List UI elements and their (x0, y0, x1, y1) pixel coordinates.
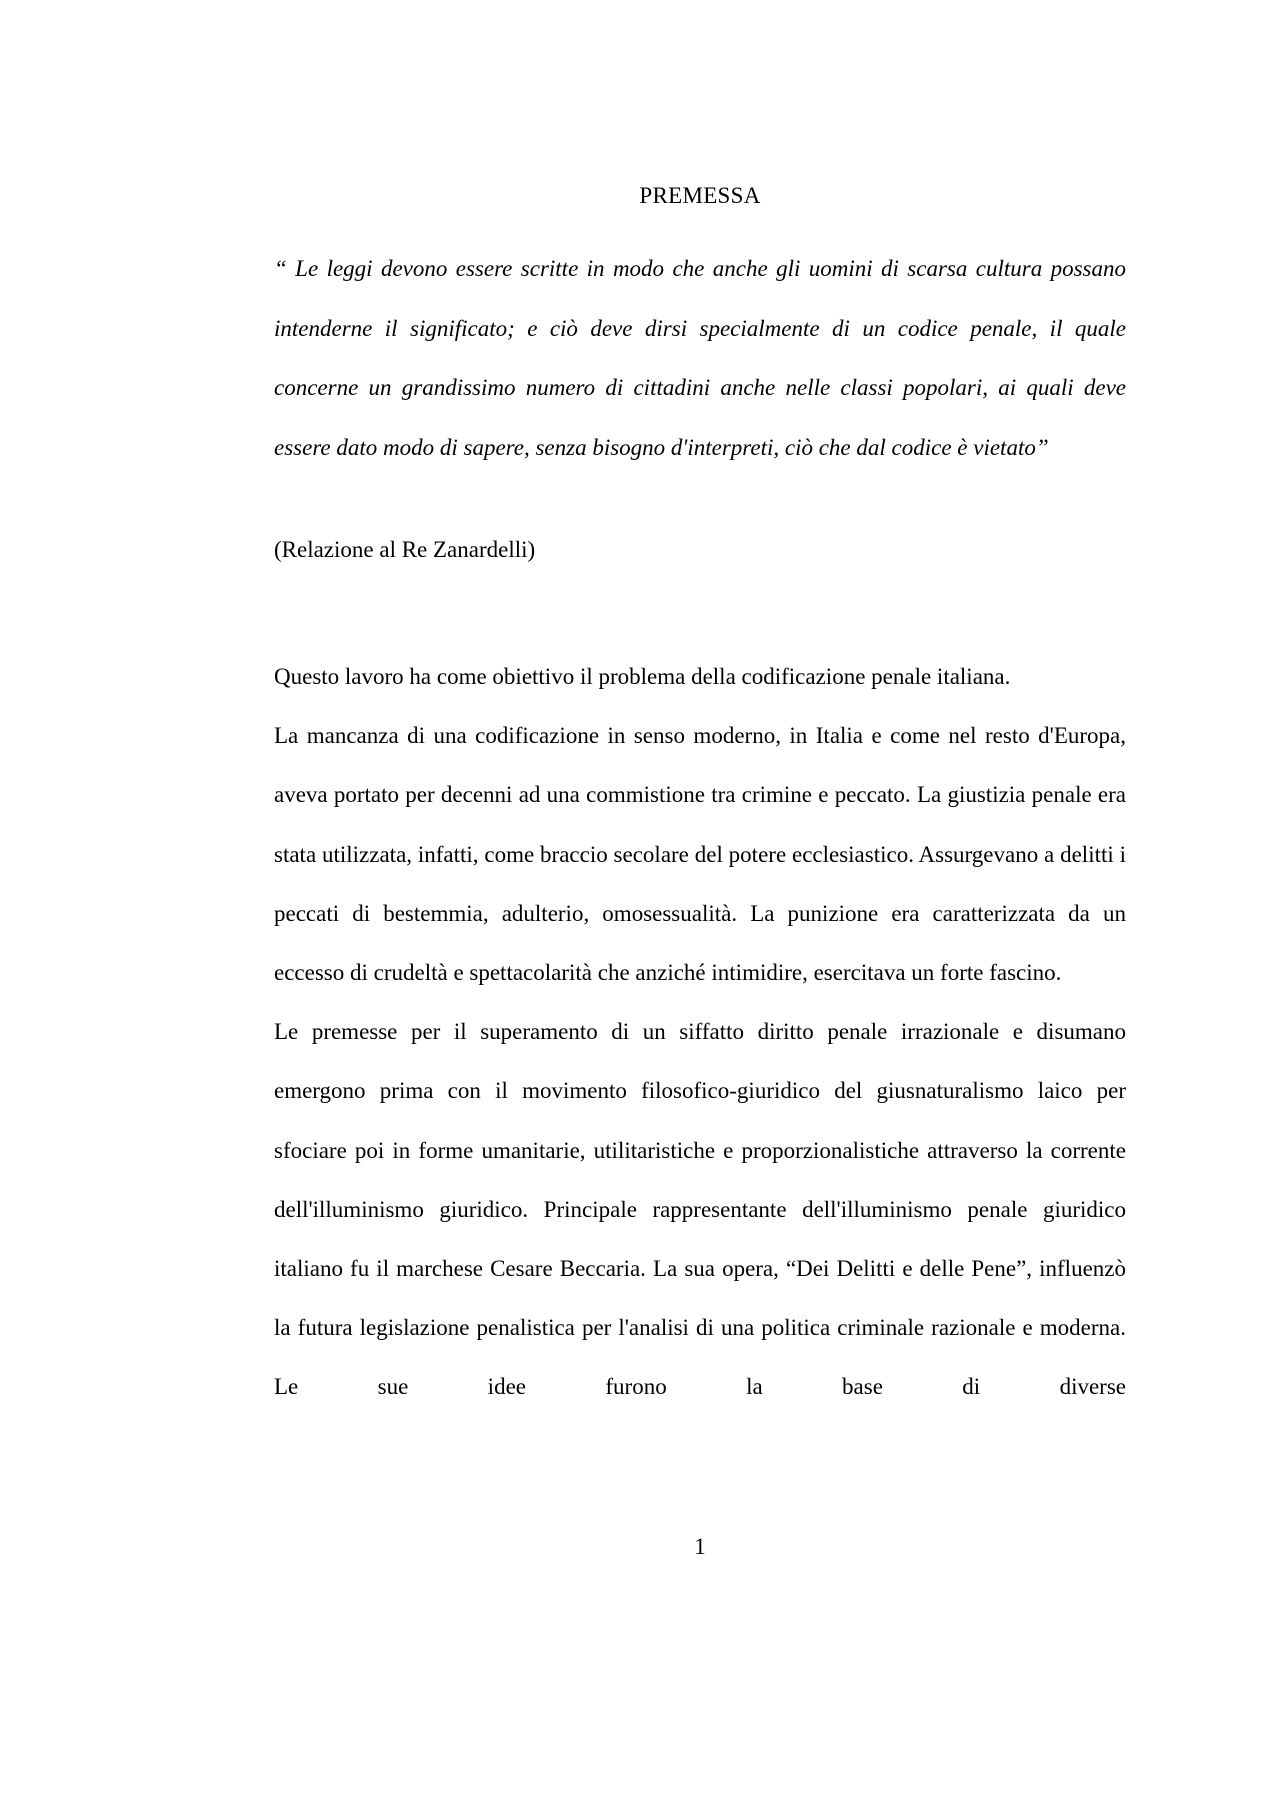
paragraph: Questo lavoro ha come obiettivo il problema della codificazione penale italiana. (274, 664, 1011, 689)
epigraph-attribution: (Relazione al Re Zanardelli) (274, 537, 536, 562)
body-text (274, 647, 1126, 1417)
paragraph: La mancanza di una codificazione in senso moderno, in Italia e come nel resto d'Europa, aveva portato per decenni ad una commistione tra crimine e peccato. La giustizia penale era stata utilizzata, infatti, come braccio secolare del potere ecclesiastico. Assurgevano a delitti i peccati di bestemmia, adulterio, omosessualità. La punizione era caratterizzata da un eccesso di crudeltà e spettacolarità che anziché intimidire, esercitava un forte fascino. (274, 723, 1126, 986)
page-number-container (0, 1534, 1280, 1560)
page-title: PREMESSA (639, 183, 761, 208)
paragraph: Le premesse per il superamento di un siffatto diritto penale irrazionale e disumano emergono prima con il movimento filosofico-giuridico del giusnaturalismo laico per sfociare poi in forme umanitarie, utilitaristiche e proporzionalistiche attraverso la corrente dell'illuminismo giuridico. Principale rappresentante dell'illuminismo penale giuridico italiano fu il marchese Cesare Beccaria. La sua opera, “Dei Delitti e delle Pene”, influenzò la futura legislazione penalistica per l'analisi di una politica criminale razionale e moderna. Le sue idee furono la base di diverse (274, 1019, 1126, 1400)
page-number: 1 (694, 1534, 706, 1559)
epigraph-quote: “ Le leggi devono essere scritte in modo che anche gli uomini di scarsa cultura possano intenderne il significato; e ciò deve dirsi specialmente di un codice penale, il quale concerne un grandissimo numero di cittadini anche nelle classi popolari, ai quali deve essere dato modo di sapere, senza bisogno d'interpreti, ciò che dal codice è vietato” (274, 256, 1126, 460)
